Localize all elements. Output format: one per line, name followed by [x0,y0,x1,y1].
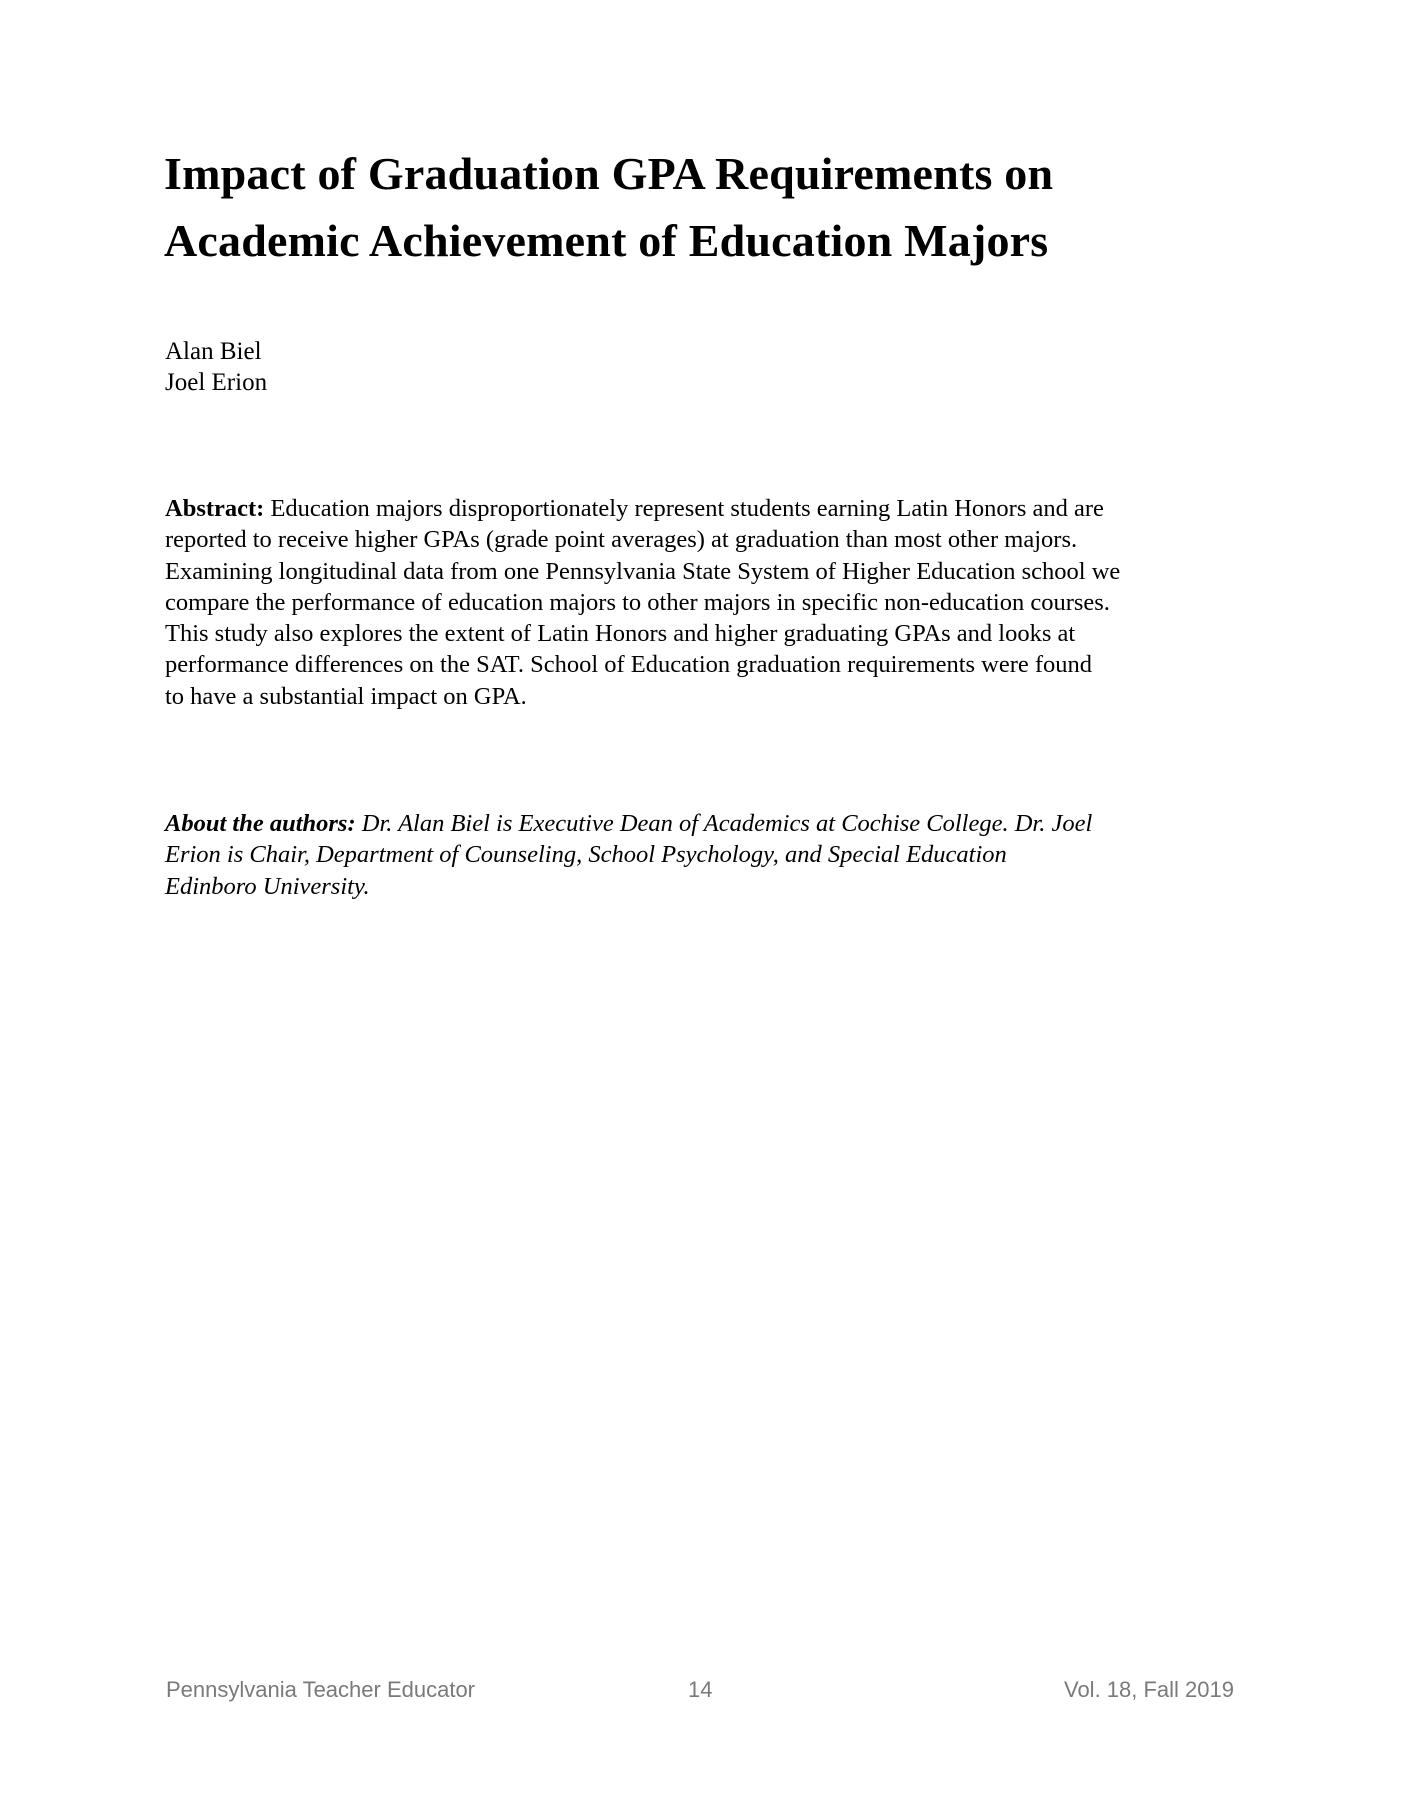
abstract [165,493,1255,712]
page-number: 14 [688,1677,713,1702]
author-name: Joel Erion [165,369,268,396]
about-text: Dr. Alan Biel is Executive Dean of Academics at Cochise College. Dr. Joel [355,810,1093,837]
author-list [165,336,267,398]
about-label: About the authors: [165,810,356,837]
abstract-line: reported to receive higher GPAs (grade point averages) at graduation than most other majors. [165,526,1078,554]
about-line: Erion is Chair, Department of Counseling, School Psychology, and Special Education [165,841,1007,869]
abstract-line: Examining longitudinal data from one Pennsylvania State System of Higher Education school we [165,557,1121,585]
title-line-2: Academic Achievement of Education Majors [164,215,1049,266]
abstract-text: Education majors disproportionately represent students earning Latin Honors and are [264,495,1104,522]
title-line-1: Impact of Graduation GPA Requirements on [164,148,1054,199]
journal-name: Pennsylvania Teacher Educator [166,1677,476,1702]
abstract-line [165,493,1255,524]
volume-issue: Vol. 18, Fall 2019 [1063,1677,1234,1702]
about-line: Edinboro University. [165,872,370,900]
about-the-authors [165,808,1255,902]
abstract-label: Abstract: [165,495,265,522]
author-name: Alan Biel [165,338,262,365]
about-line [165,808,1255,839]
abstract-line: to have a substantial impact on GPA. [165,682,527,710]
article-title [164,140,1264,274]
page-footer [0,1677,1406,1707]
abstract-line: This study also explores the extent of Latin Honors and higher graduating GPAs and looks at [165,620,1076,648]
abstract-line: compare the performance of education majors to other majors in specific non-education courses. [165,588,1110,616]
abstract-line: performance differences on the SAT. School of Education graduation requirements were found [165,651,1093,679]
